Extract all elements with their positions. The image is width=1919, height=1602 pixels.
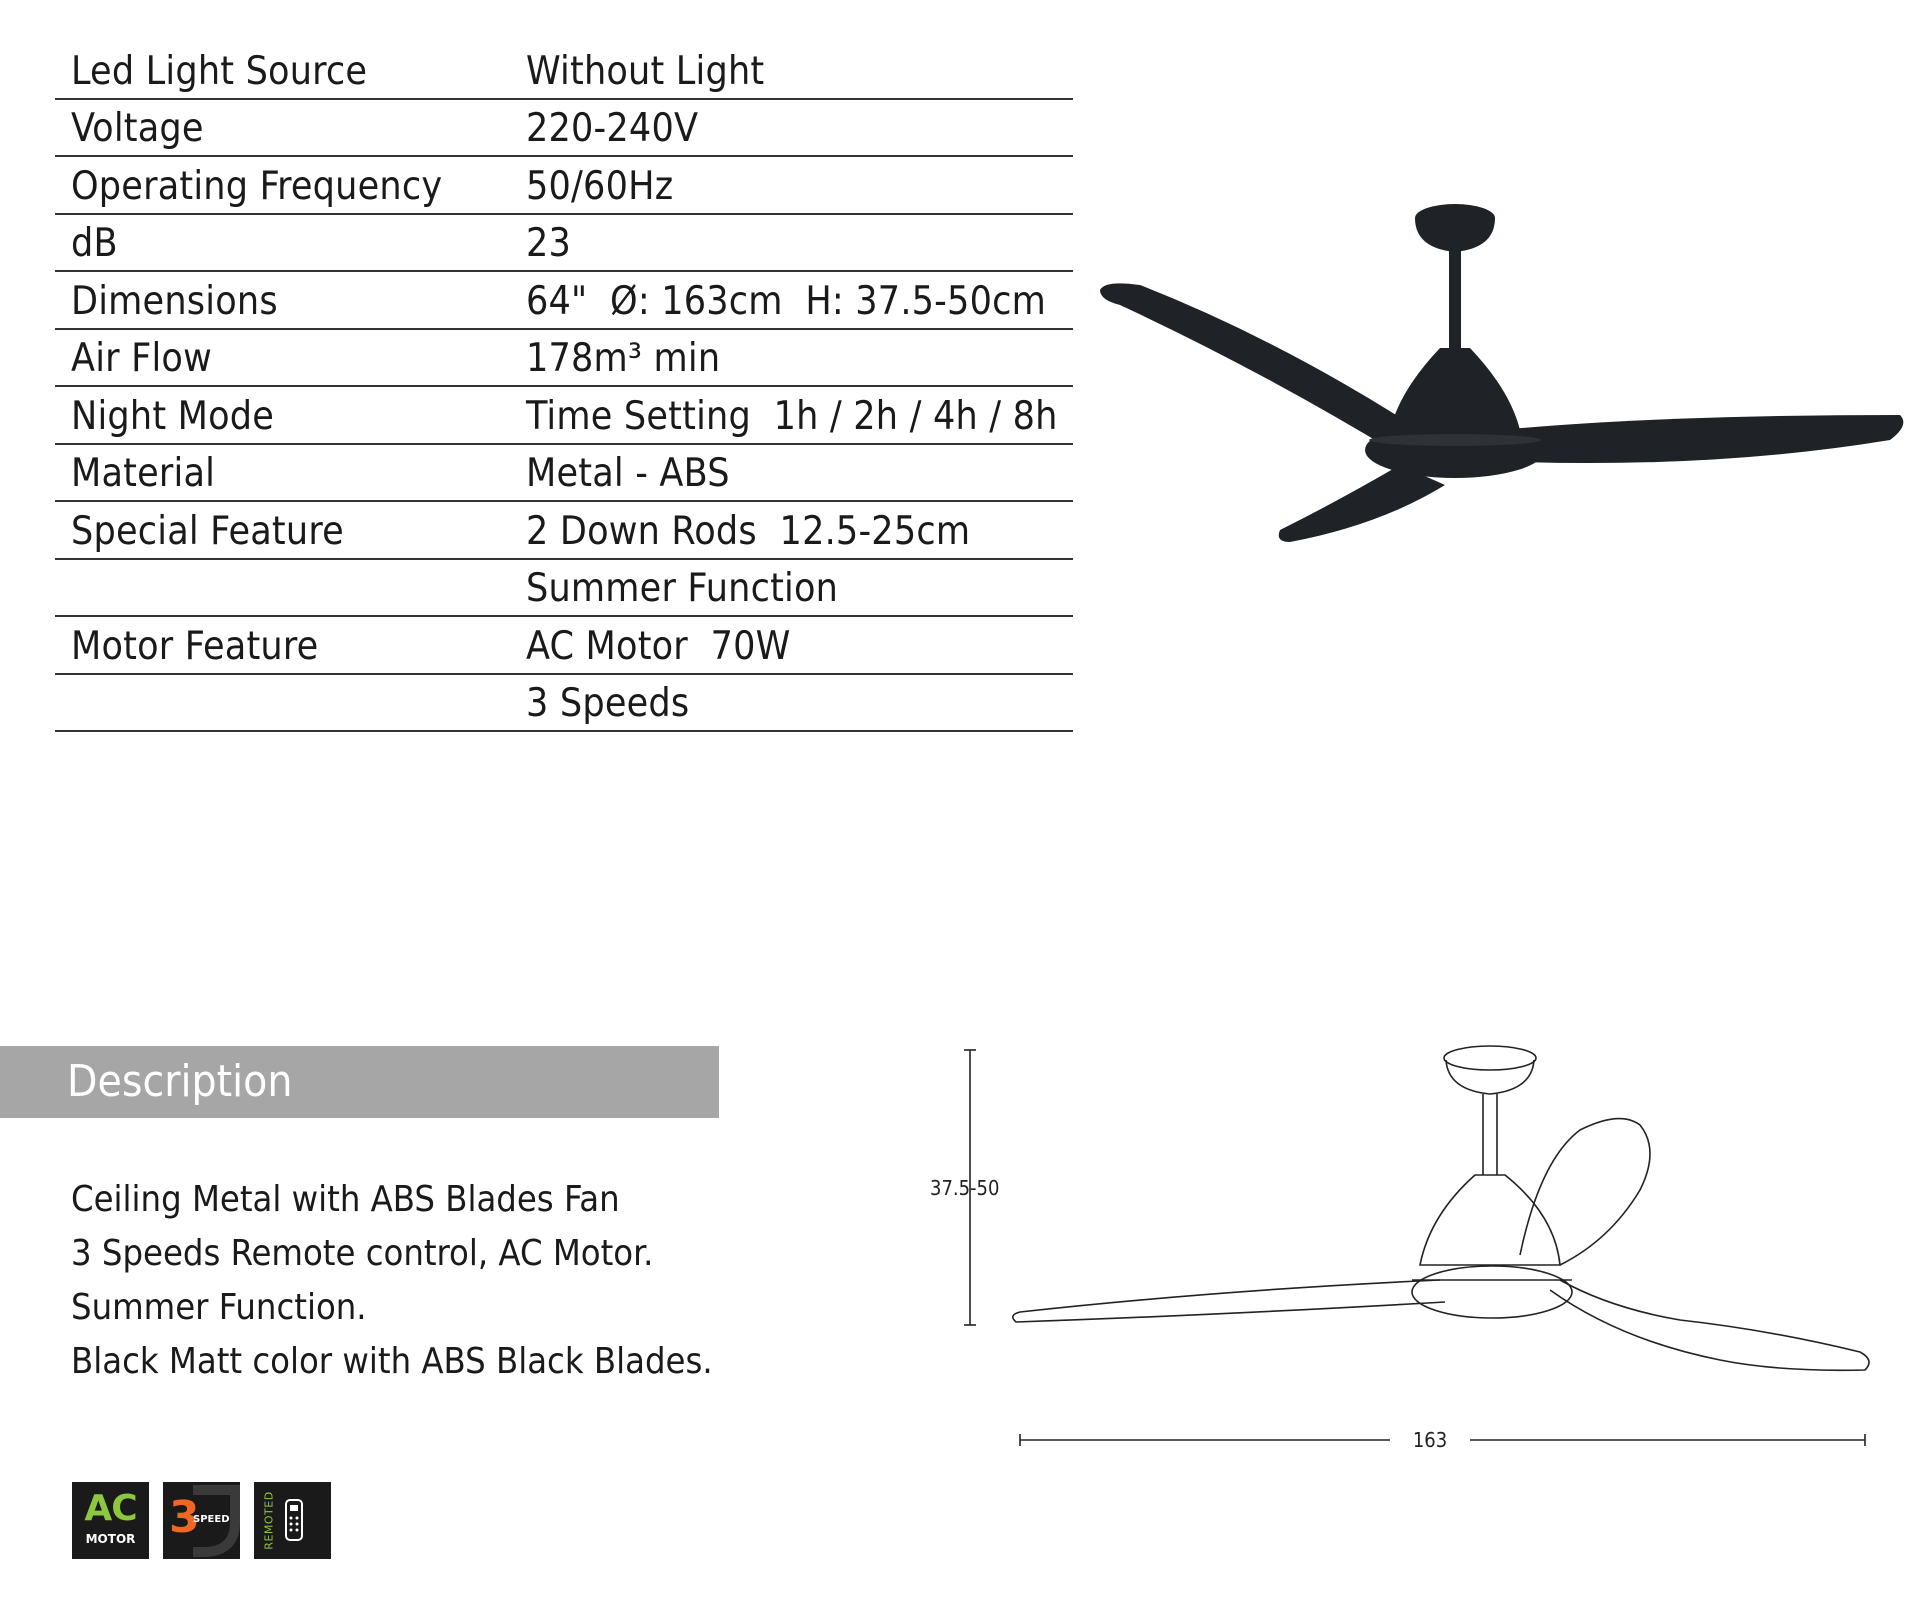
spec-table [55, 42, 1073, 732]
spec-value: 64" Ø: 163cm H: 37.5-50cm [526, 278, 1046, 324]
spec-row [55, 502, 1073, 560]
spec-row [55, 157, 1073, 215]
spec-value: 178m³ min [526, 336, 721, 381]
spec-label: Night Mode [71, 393, 275, 439]
spec-row [55, 330, 1073, 388]
speed-badge-word: SPEED [193, 1514, 230, 1525]
spec-row [55, 272, 1073, 330]
spec-value: 220-240V [526, 106, 699, 151]
description-title: Description [67, 1056, 293, 1107]
fan-hub [1365, 422, 1545, 478]
drawing-blade-right [1550, 1280, 1869, 1370]
ac-motor-badge [72, 1482, 149, 1559]
drawing-canopy [1444, 1046, 1536, 1070]
drawing-hub [1412, 1266, 1572, 1318]
drawing-canopy-base [1446, 1060, 1534, 1094]
description-line: Summer Function. [71, 1287, 367, 1328]
spec-row [55, 387, 1073, 445]
spec-label: Special Feature [71, 508, 344, 554]
spec-label: Air Flow [71, 336, 212, 381]
speed-badge-number: 3 [169, 1492, 200, 1543]
fan-blade-right [1500, 415, 1903, 463]
spec-row [55, 617, 1073, 675]
spec-row [55, 100, 1073, 158]
ac-badge-title: AC [84, 1488, 137, 1529]
fan-blade-left [1100, 283, 1420, 455]
spec-row [55, 42, 1073, 100]
drawing-blade-upper [1520, 1119, 1650, 1265]
spec-label: Material [71, 451, 216, 496]
spec-value: 50/60Hz [526, 163, 674, 209]
spec-row [55, 445, 1073, 503]
spec-label: Voltage [71, 106, 204, 151]
description-header-bar [0, 1046, 719, 1118]
spec-value: Metal - ABS [526, 451, 730, 496]
spec-label: Operating Frequency [71, 163, 443, 209]
fan-canopy-base [1415, 218, 1495, 252]
remote-control-icon [254, 1482, 331, 1559]
fan-motor-housing [1390, 348, 1520, 430]
description-line: 3 Speeds Remote control, AC Motor. [71, 1233, 654, 1274]
spec-row [55, 675, 1073, 733]
height-dimension-label: 37.5-50 [930, 1176, 1000, 1200]
fan-downrod [1449, 250, 1461, 350]
drawing-blade-left [1013, 1280, 1445, 1322]
spec-row [55, 215, 1073, 273]
spec-value: 2 Down Rods 12.5-25cm [526, 508, 971, 554]
width-dimension-label: 163 [1412, 1428, 1448, 1452]
speed-badge [163, 1482, 240, 1559]
remote-badge-word: REMOTED [262, 1491, 276, 1550]
spec-value: AC Motor 70W [526, 623, 791, 669]
ceiling-fan-photo [1100, 200, 1910, 550]
remote-badge [254, 1482, 331, 1559]
description-line: Ceiling Metal with ABS Blades Fan [71, 1179, 620, 1220]
spec-value: Time Setting 1h / 2h / 4h / 8h [526, 393, 1058, 439]
spec-label: Dimensions [71, 278, 278, 324]
spec-value: 23 [526, 221, 572, 266]
spec-value: Summer Function [526, 566, 839, 611]
dimension-drawing [920, 1040, 1880, 1480]
fan-blade-bottom [1279, 465, 1445, 542]
ac-badge-subtitle: MOTOR [85, 1532, 136, 1546]
spec-label: dB [71, 221, 118, 266]
feature-badges [72, 1482, 331, 1559]
spec-label: Motor Feature [71, 623, 319, 669]
fan-hub-rim [1369, 434, 1541, 446]
spec-value: 3 Speeds [526, 681, 690, 726]
spec-row [55, 560, 1073, 618]
spec-label: Led Light Source [71, 48, 368, 94]
description-line: Black Matt color with ABS Black Blades. [71, 1341, 713, 1382]
spec-value: Without Light [526, 48, 765, 94]
description-text [71, 1173, 713, 1389]
